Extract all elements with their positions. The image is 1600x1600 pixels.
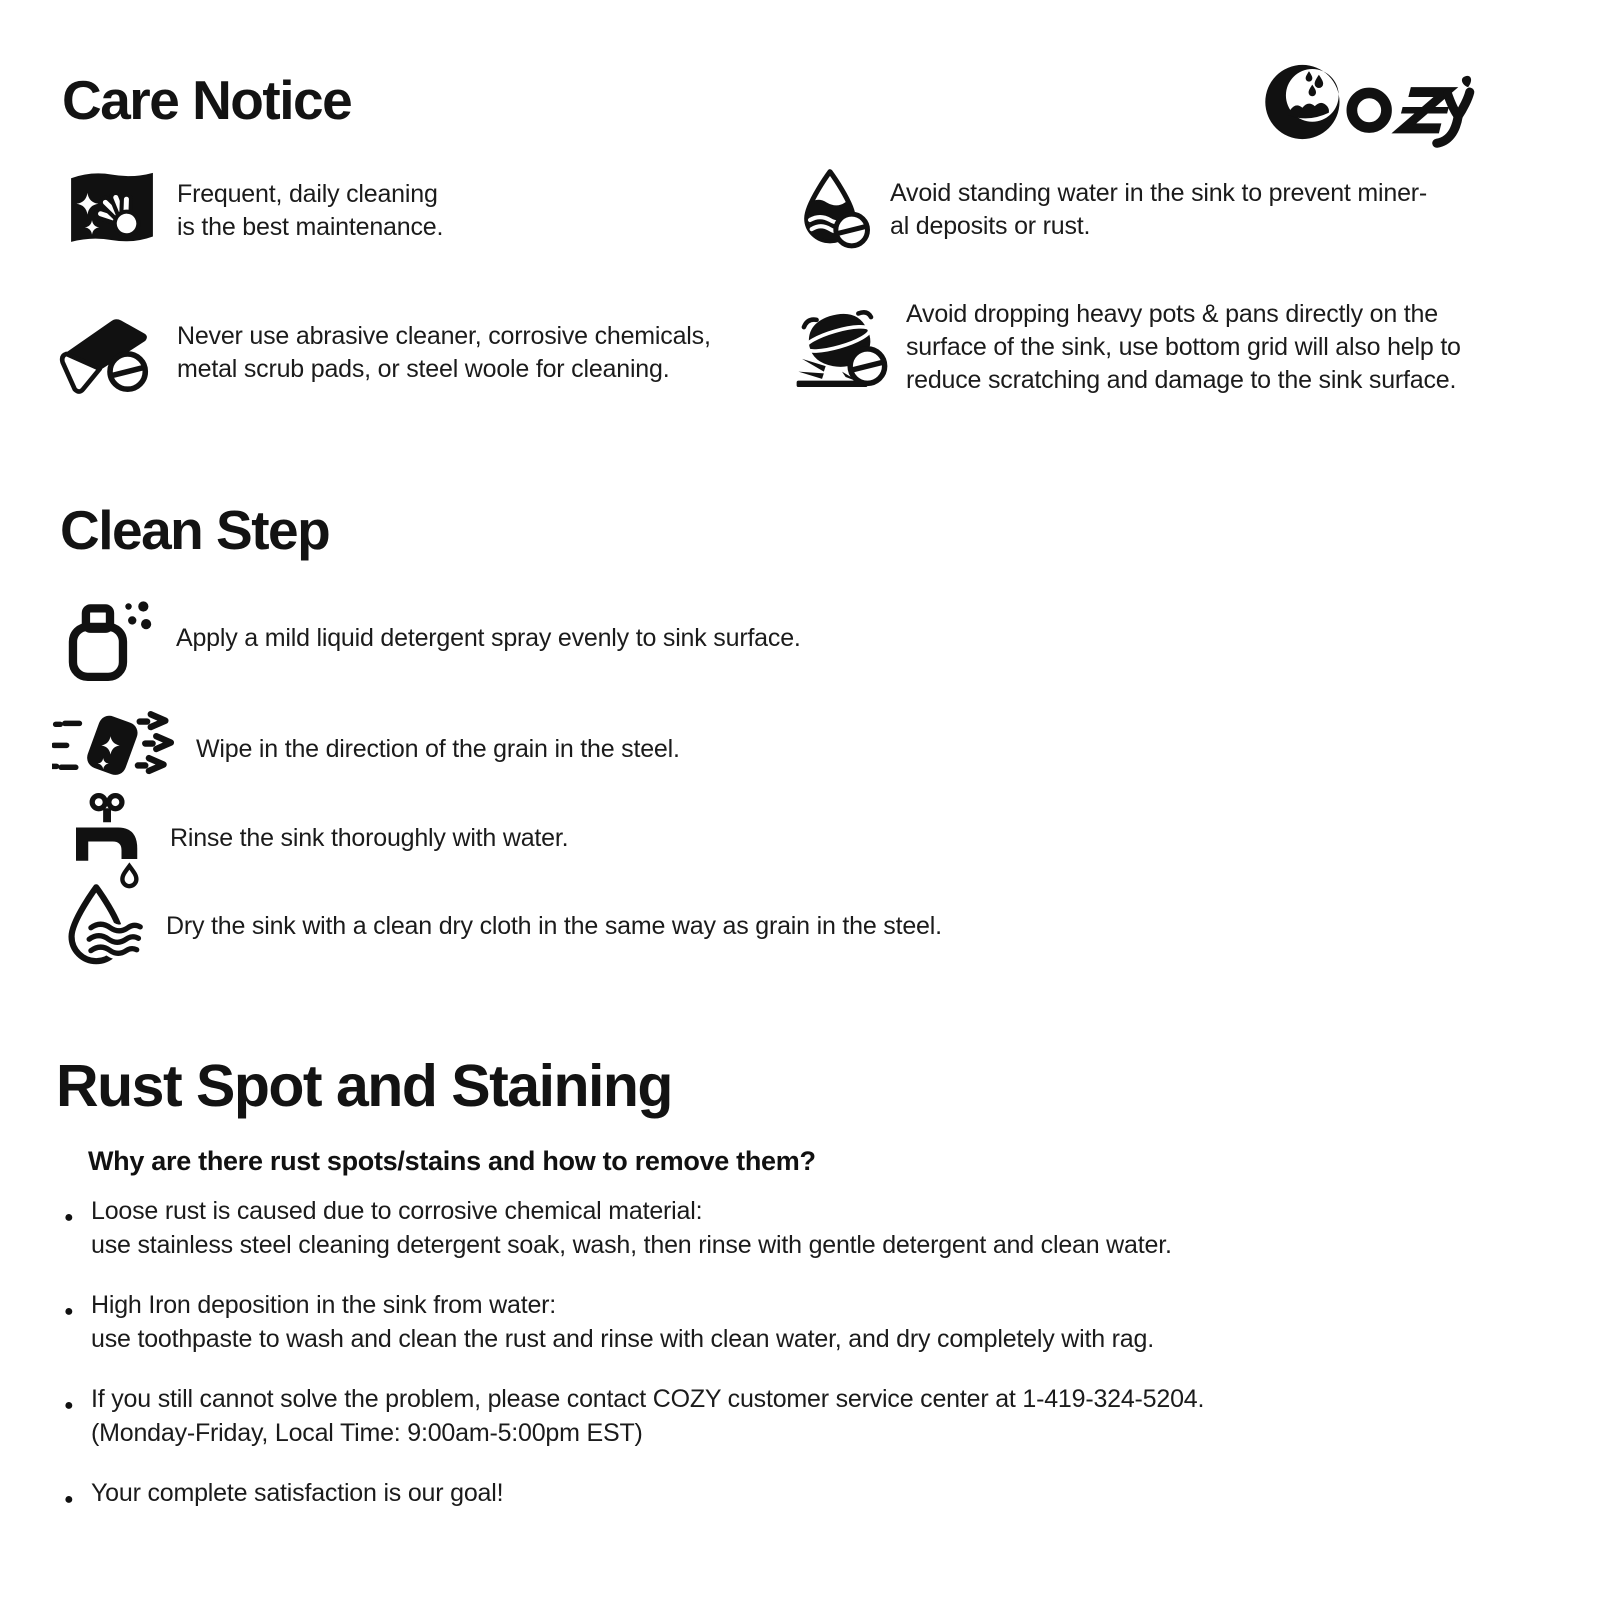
care-item [793, 298, 1461, 397]
bullet-line: ● Your complete satisfaction is our goal! [91, 1479, 504, 1507]
faucet-icon [66, 786, 156, 890]
rust-bullet-item [64, 1382, 1204, 1450]
care-item-text-line: reduce scratching and damage to the sink surface. [906, 366, 1457, 394]
dry-cloth-drop-icon [58, 878, 152, 974]
bullet-line: ● If you still cannot solve the problem, please contact COZY customer service center at 1-419-324-5204. [91, 1385, 1205, 1413]
bullet-line: ● High Iron deposition in the sink from water: [91, 1291, 557, 1319]
no-standing-water-icon [795, 162, 875, 258]
brand-logo [1262, 54, 1478, 155]
clean-step-text: Wipe in the direction of the grain in the steel. [196, 734, 680, 763]
care-item-text-line: metal scrub pads, or steel woole for cleaning. [177, 355, 670, 383]
care-item [58, 310, 711, 396]
care-item-text-line: Avoid dropping heavy pots & pans directly on the [906, 300, 1438, 328]
bullet-line: ● Loose rust is caused due to corrosive chemical material: [91, 1197, 703, 1225]
care-item-text-line: Never use abrasive cleaner, corrosive chemicals, [177, 322, 711, 350]
no-dropping-pots-icon [793, 302, 891, 394]
wipe-direction-icon [50, 708, 182, 790]
bullet-line: use stainless steel cleaning detergent soak, wash, then rinse with gentle detergent and clean water. [91, 1231, 1172, 1259]
care-item-text-line: Avoid standing water in the sink to prevent miner- [890, 179, 1428, 207]
care-item-text-line: Frequent, daily cleaning [177, 180, 438, 208]
bullet-line: (Monday-Friday, Local Time: 9:00am-5:00pm EST) [91, 1419, 643, 1447]
clean-cloth-hand-icon [62, 166, 162, 256]
care-notice-heading: Care Notice [62, 69, 352, 131]
clean-step-row [58, 592, 801, 684]
care-item-text-line: is the best maintenance. [177, 213, 444, 241]
clean-step-text: Dry the sink with a clean dry cloth in the same way as grain in the steel. [166, 911, 942, 940]
cozy-logo-icon [1262, 54, 1478, 150]
rust-section-heading: Rust Spot and Staining [56, 1053, 672, 1119]
clean-step-row [66, 786, 568, 890]
rust-bullet-item [64, 1288, 1154, 1356]
rust-bullet-item [64, 1194, 1172, 1262]
no-abrasive-cleaner-icon [58, 310, 162, 396]
rust-question: Why are there rust spots/stains and how to remove them? [88, 1146, 816, 1176]
care-item [795, 162, 1427, 258]
clean-step-text: Rinse the sink thoroughly with water. [170, 823, 569, 852]
clean-step-text: Apply a mild liquid detergent spray evenly to sink surface. [176, 623, 801, 652]
bullet-line: use toothpaste to wash and clean the rust and rinse with clean water, and dry completely with rag. [91, 1325, 1154, 1353]
care-item-text-line: surface of the sink, use bottom grid will also help to [906, 333, 1461, 361]
clean-step-row [58, 878, 942, 974]
detergent-spray-icon [58, 592, 162, 684]
care-item-text-line: al deposits or rust. [890, 212, 1091, 240]
care-item [62, 166, 443, 256]
rust-bullet-item [64, 1476, 503, 1510]
clean-step-heading: Clean Step [60, 499, 330, 561]
clean-step-row [50, 708, 680, 790]
